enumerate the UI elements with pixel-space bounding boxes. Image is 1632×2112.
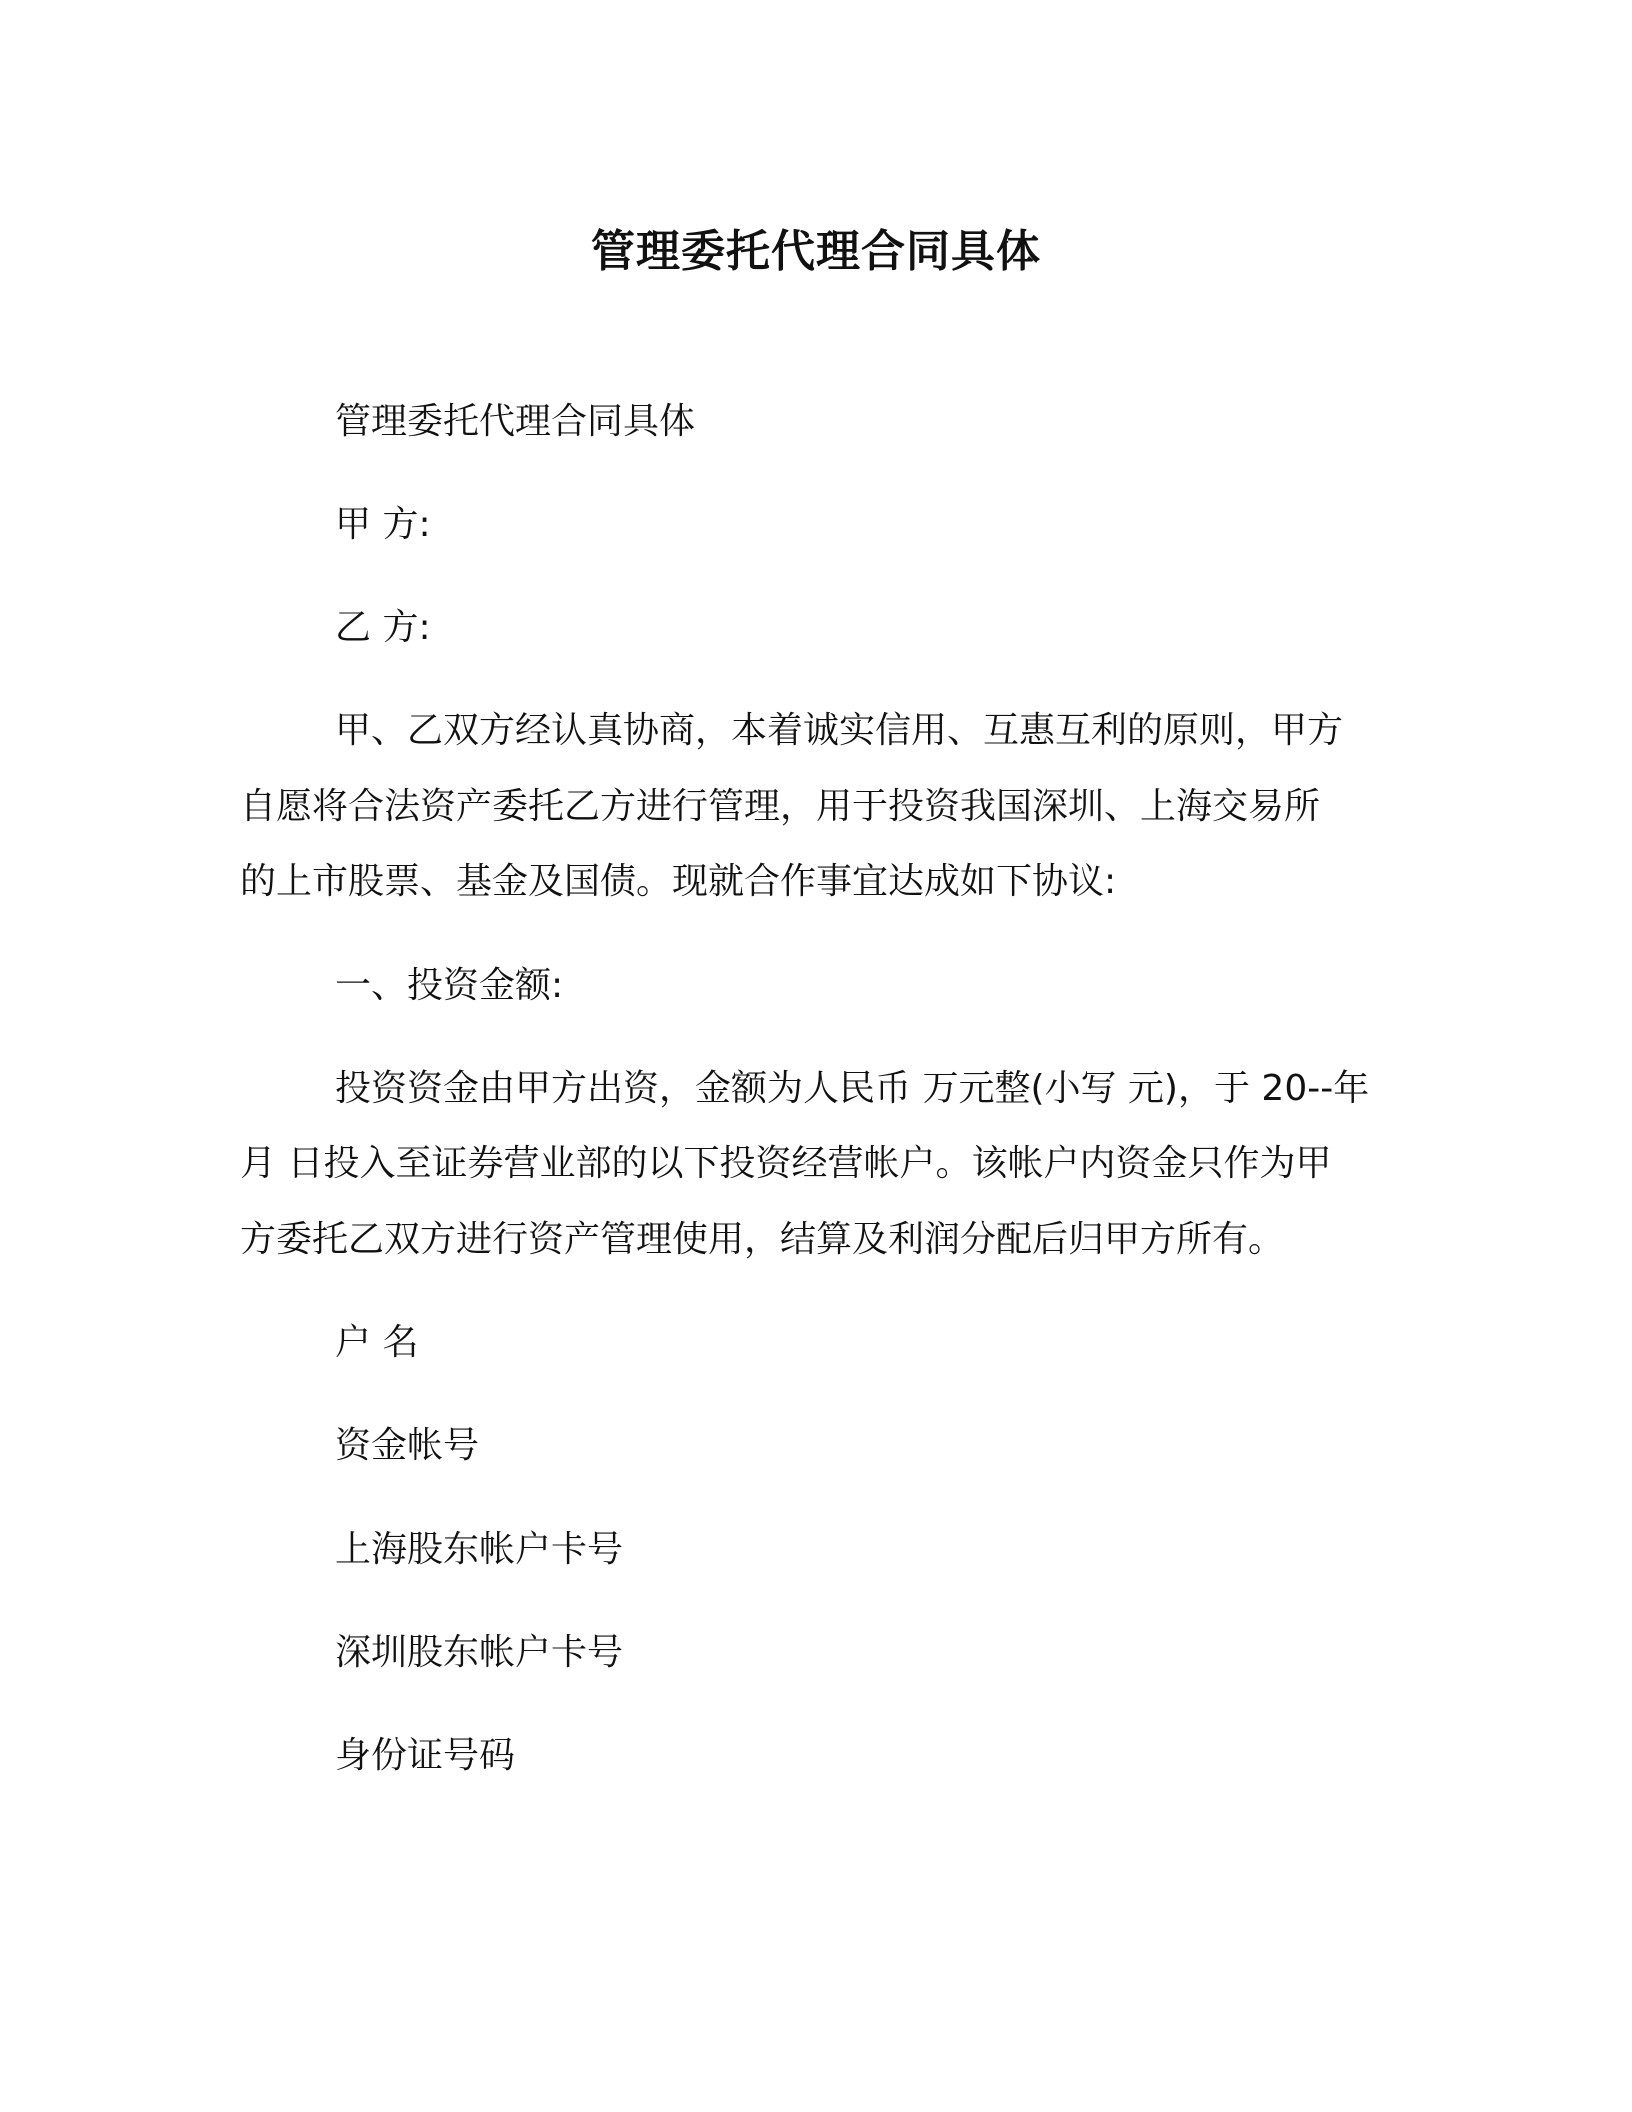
- section-1-line: 投资资金由甲方出资，金额为人民币 万元整(小写 元)，于 20--年: [335, 1068, 1370, 1109]
- party-b-label: 乙 方:: [335, 607, 431, 648]
- field-fund-account: 资金帐号: [335, 1425, 480, 1466]
- section-1-line: 方委托乙双方进行资产管理使用，结算及利润分配后归甲方所有。: [240, 1219, 1285, 1260]
- intro-line: 的上市股票、基金及国债。现就合作事宜达成如下协议:: [240, 861, 1117, 902]
- intro-line: 自愿将合法资产委托乙方进行管理，用于投资我国深圳、上海交易所: [240, 786, 1321, 827]
- field-account-name: 户 名: [335, 1322, 419, 1363]
- section-1-line: 月 日投入至证券营业部的以下投资经营帐户。该帐户内资金只作为甲: [240, 1143, 1332, 1184]
- contract-subtitle: 管理委托代理合同具体: [335, 401, 696, 442]
- field-id-number: 身份证号码: [335, 1735, 516, 1776]
- intro-line: 甲、乙双方经认真协商，本着诚实信用、互惠互利的原则，甲方: [335, 710, 1344, 751]
- field-shanghai-account: 上海股东帐户卡号: [335, 1529, 624, 1570]
- section-1-heading: 一、投资金额:: [335, 965, 564, 1006]
- party-a-label: 甲 方:: [335, 504, 431, 545]
- document-title: 管理委托代理合同具体: [591, 226, 1041, 277]
- field-shenzhen-account: 深圳股东帐户卡号: [335, 1632, 624, 1673]
